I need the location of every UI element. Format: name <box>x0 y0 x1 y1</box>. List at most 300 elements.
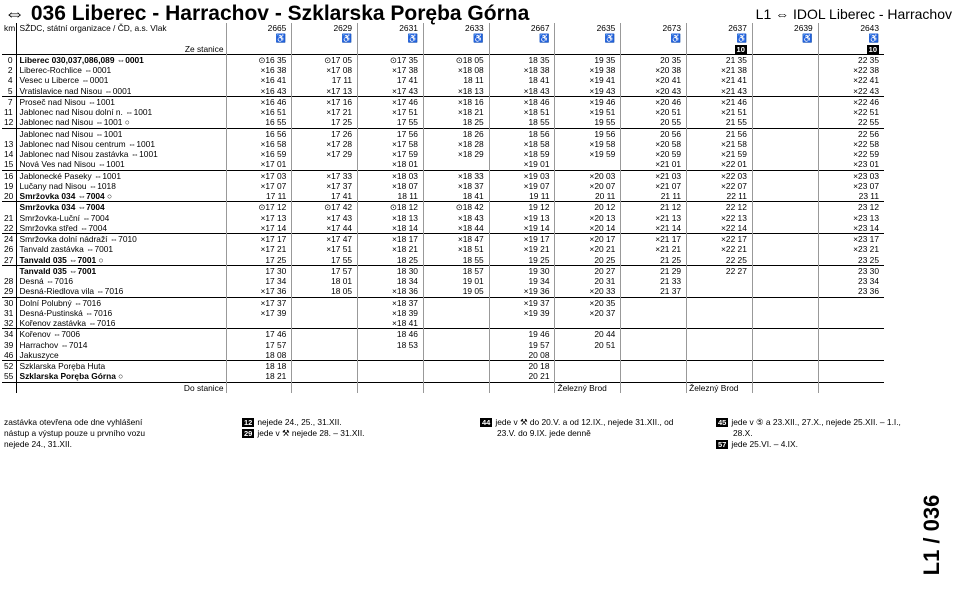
time-cell <box>621 340 687 350</box>
time-cell: ×19 59 <box>555 149 621 159</box>
time-cell: 17 34 <box>226 276 292 286</box>
time-cell: ×22 14 <box>687 223 753 234</box>
time-cell: ×21 51 <box>687 107 753 117</box>
time-cell: ×18 13 <box>358 213 424 223</box>
km-cell: 30 <box>2 297 16 308</box>
station-row <box>2 213 884 223</box>
time-cell: 17 41 <box>358 75 424 85</box>
time-cell <box>687 350 753 361</box>
footnote-text: jede 25.VI. – 4.IX. <box>731 439 798 449</box>
ze-stanice-row <box>2 44 884 55</box>
km-cell: 20 <box>2 191 16 202</box>
time-cell: ×17 44 <box>292 223 358 234</box>
time-cell: 20 12 <box>555 202 621 213</box>
time-cell: 18 05 <box>292 286 358 297</box>
bike-badge-cell <box>292 44 358 55</box>
time-cell: ×22 07 <box>687 181 753 191</box>
time-cell: ×21 41 <box>687 75 753 85</box>
time-cell: ×17 21 <box>226 244 292 254</box>
wheelchair-icon: ♿ <box>358 33 424 43</box>
time-cell <box>752 149 818 159</box>
time-cell: ×18 16 <box>423 96 489 107</box>
bike-badge-cell <box>358 44 424 55</box>
wheelchair-icon: ♿ <box>621 33 687 43</box>
time-cell: 18 30 <box>358 265 424 276</box>
time-cell: 17 55 <box>292 255 358 266</box>
time-cell: ×22 17 <box>687 234 753 245</box>
time-cell <box>752 318 818 329</box>
time-cell <box>226 318 292 329</box>
station-name: Jablonecké Paseky ⇔1001 <box>16 170 226 181</box>
station-row <box>2 297 884 308</box>
station-row <box>2 318 884 329</box>
station-row <box>2 86 884 97</box>
time-cell: ×18 14 <box>358 223 424 234</box>
km-cell: 52 <box>2 361 16 372</box>
wheelchair-icon: ♿ <box>687 33 753 43</box>
time-cell: ×21 43 <box>687 86 753 97</box>
time-cell <box>752 371 818 382</box>
station-row <box>2 286 884 297</box>
station-name: Vesec u Liberce ⇔0001 <box>19 75 109 86</box>
station-name: Szklarska Poręba Górna ○ <box>19 371 124 382</box>
time-cell: 18 35 <box>489 54 555 65</box>
footnote-text: jede v ⑤ a 23.XII., 27.X., nejede 25.XII. – 1.I., <box>731 417 901 427</box>
km-cell: 34 <box>2 329 16 340</box>
time-cell: ×17 07 <box>226 181 292 191</box>
line-info: L1 ⇔ IDOL Liberec - Harrachov <box>755 6 952 22</box>
time-cell <box>752 159 818 170</box>
time-cell: ×18 21 <box>423 107 489 117</box>
time-cell <box>752 350 818 361</box>
time-cell: ×17 38 <box>358 65 424 75</box>
time-cell: 17 46 <box>226 329 292 340</box>
bike-badge: 10 <box>736 44 745 54</box>
km-cell: 21 <box>2 213 16 223</box>
time-cell: ×17 33 <box>292 170 358 181</box>
time-cell: 21 11 <box>621 191 687 202</box>
time-cell <box>752 223 818 234</box>
time-cell: ×18 41 <box>358 318 424 329</box>
destination-cell <box>226 382 292 393</box>
bike-badge-cell <box>555 44 621 55</box>
time-cell: ×20 17 <box>555 234 621 245</box>
time-cell <box>423 159 489 170</box>
time-cell: ×21 07 <box>621 181 687 191</box>
time-cell: ×17 37 <box>226 297 292 308</box>
time-cell: 20 56 <box>621 128 687 139</box>
time-cell <box>292 361 358 372</box>
time-cell: ×18 51 <box>423 244 489 254</box>
wheelchair-icon: ♿ <box>818 33 884 43</box>
time-cell: 18 11 <box>423 75 489 85</box>
time-cell: ×22 38 <box>818 65 884 75</box>
time-cell: ×17 13 <box>226 213 292 223</box>
time-cell: ×16 41 <box>226 75 292 85</box>
km-cell: 26 <box>2 244 16 254</box>
footnote-badge: 44 <box>482 418 491 427</box>
time-cell: 17 26 <box>292 128 358 139</box>
footnote-line: zastávka otevřena ode dne vyhlášení <box>4 417 143 427</box>
time-cell <box>423 371 489 382</box>
bike-badge-cell <box>818 44 884 55</box>
km-cell: 0 <box>2 54 16 65</box>
time-cell <box>752 361 818 372</box>
time-cell: ×20 46 <box>621 96 687 107</box>
time-cell: ×18 21 <box>358 244 424 254</box>
time-cell <box>423 350 489 361</box>
time-cell: 17 55 <box>358 117 424 128</box>
time-cell <box>489 318 555 329</box>
wheelchair-icon: ♿ <box>292 33 358 43</box>
time-cell <box>752 181 818 191</box>
station-name: Vratislavice nad Nisou ⇔0001 <box>19 85 132 96</box>
time-cell: ×19 46 <box>555 96 621 107</box>
wheelchair-icon: ♿ <box>752 33 818 43</box>
time-cell: ×18 51 <box>489 107 555 117</box>
time-cell: 17 11 <box>226 191 292 202</box>
station-name: Kořenov zastávka ⇔7016 <box>19 318 116 328</box>
km-label: km <box>4 23 16 33</box>
time-cell: 17 57 <box>292 265 358 276</box>
time-cell <box>555 318 621 329</box>
train-number: 2667 <box>489 23 555 33</box>
time-cell: ×20 41 <box>621 75 687 85</box>
time-cell <box>752 65 818 75</box>
station-row <box>2 255 884 266</box>
time-cell: ×17 21 <box>292 107 358 117</box>
time-cell: ×18 29 <box>423 149 489 159</box>
km-cell: 14 <box>2 149 16 159</box>
footnote-badge: 45 <box>718 418 727 427</box>
time-cell: ×20 33 <box>555 286 621 297</box>
train-number: 2665 <box>226 23 292 33</box>
km-cell <box>2 44 16 55</box>
time-cell: 17 57 <box>226 340 292 350</box>
time-cell: ⊙18 05 <box>423 54 489 65</box>
km-cell: 19 <box>2 181 16 191</box>
time-cell: 18 53 <box>358 340 424 350</box>
time-cell: 18 21 <box>226 371 292 382</box>
time-cell: 18 46 <box>358 329 424 340</box>
time-cell: ×18 37 <box>423 181 489 191</box>
time-cell: 17 41 <box>292 191 358 202</box>
station-row <box>2 96 884 107</box>
footnotes-mid <box>242 417 365 439</box>
footnote-line <box>480 417 673 428</box>
wheelchair-icon: ♿ <box>555 33 621 43</box>
time-cell <box>818 297 884 308</box>
time-cell <box>752 202 818 213</box>
time-cell <box>752 297 818 308</box>
time-cell: ×21 14 <box>621 223 687 234</box>
footnote-badge: 57 <box>718 440 727 449</box>
time-cell: ×23 13 <box>818 213 884 223</box>
time-cell: 20 31 <box>555 276 621 286</box>
destination-cell: Železný Brod <box>687 382 753 393</box>
time-cell <box>818 361 884 372</box>
station-row <box>2 329 884 340</box>
train-number: 2633 <box>423 23 489 33</box>
time-cell: ×18 03 <box>358 170 424 181</box>
station-cell <box>16 33 226 43</box>
time-cell: 18 34 <box>358 276 424 286</box>
time-cell: ×21 21 <box>621 244 687 254</box>
footnote-line: nástup a výstup pouze u prvního vozu <box>4 428 146 438</box>
km-cell: 15 <box>2 159 16 170</box>
time-cell: ×18 39 <box>358 308 424 318</box>
km-cell: 39 <box>2 340 16 350</box>
time-cell: 22 55 <box>818 117 884 128</box>
destination-cell <box>621 382 687 393</box>
footnote-line <box>716 428 901 439</box>
destination-cell: Železný Brod <box>555 382 621 393</box>
destination-cell <box>818 382 884 393</box>
time-cell: ×19 41 <box>555 75 621 85</box>
footnote-text: jede v ⚒ nejede 28. – 31.XII. <box>257 428 365 438</box>
time-cell: ×17 13 <box>292 86 358 97</box>
time-cell: ×20 59 <box>621 149 687 159</box>
station-name: Smržovka dolní nádraží ⇔7010 <box>16 234 226 245</box>
station-name: Desná ⇔7016 <box>19 276 74 286</box>
train-number: 2631 <box>358 23 424 33</box>
time-cell: ×20 58 <box>621 139 687 149</box>
time-cell: ⊙17 35 <box>358 54 424 65</box>
time-cell: ×21 17 <box>621 234 687 245</box>
time-cell <box>818 371 884 382</box>
time-cell: ×16 59 <box>226 149 292 159</box>
time-cell <box>621 361 687 372</box>
time-cell: ×19 13 <box>489 213 555 223</box>
km-cell: 2 <box>2 65 16 75</box>
time-cell: 18 55 <box>489 117 555 128</box>
time-cell: 20 35 <box>621 54 687 65</box>
time-cell <box>621 329 687 340</box>
km-cell: 29 <box>2 286 16 297</box>
time-cell: ×23 17 <box>818 234 884 245</box>
km-cell: 55 <box>2 371 16 382</box>
time-cell: 18 57 <box>423 265 489 276</box>
time-cell: ×18 47 <box>423 234 489 245</box>
time-cell: ×18 43 <box>423 213 489 223</box>
time-cell: 23 34 <box>818 276 884 286</box>
timetable <box>2 23 884 393</box>
time-cell: ×22 58 <box>818 139 884 149</box>
time-cell: ×20 13 <box>555 213 621 223</box>
time-cell: 21 29 <box>621 265 687 276</box>
footnote-badge: 12 <box>244 418 253 427</box>
time-cell <box>687 276 753 286</box>
time-cell: 19 05 <box>423 286 489 297</box>
time-cell <box>752 286 818 297</box>
bike-badge-cell <box>226 44 292 55</box>
km-cell <box>2 202 16 213</box>
time-cell: 19 11 <box>489 191 555 202</box>
bike-badge-cell <box>423 44 489 55</box>
time-cell <box>423 308 489 318</box>
time-cell: ×21 46 <box>687 96 753 107</box>
km-cell <box>2 128 16 139</box>
time-cell: ×17 14 <box>226 223 292 234</box>
km-cell: 7 <box>2 96 16 107</box>
station-row <box>2 340 884 350</box>
time-cell <box>687 286 753 297</box>
time-cell: 23 11 <box>818 191 884 202</box>
time-cell <box>358 350 424 361</box>
km-cell: 31 <box>2 308 16 318</box>
time-cell: 18 18 <box>226 361 292 372</box>
destination-cell <box>489 382 555 393</box>
time-cell: ×16 46 <box>226 96 292 107</box>
station-name: Smržovka 034 ⇔7004 ○ <box>19 191 113 201</box>
footnote-text: 23.V. do 9.IX. jede denně <box>497 428 591 438</box>
time-cell: ×23 01 <box>818 159 884 170</box>
footnote-text: jede v ⚒ do 20.V. a od 12.IX., nejede 31.XII., od <box>495 417 674 427</box>
time-cell: 19 56 <box>555 128 621 139</box>
footnote-line <box>480 428 673 439</box>
footnote-line <box>242 417 365 428</box>
footnote-badge: 29 <box>244 429 253 438</box>
time-cell: ×17 29 <box>292 149 358 159</box>
station-row <box>2 361 884 372</box>
train-number: 2639 <box>752 23 818 33</box>
time-cell: ×19 01 <box>489 159 555 170</box>
time-cell: 20 11 <box>555 191 621 202</box>
station-name: Smržovka-Luční ⇔7004 <box>19 212 110 223</box>
time-cell: 18 56 <box>489 128 555 139</box>
time-cell: 21 25 <box>621 255 687 266</box>
time-cell: ×18 58 <box>489 139 555 149</box>
time-cell <box>752 128 818 139</box>
time-cell: 17 25 <box>292 117 358 128</box>
station-name: Tanvald 035 ⇔7001 <box>16 265 226 276</box>
time-cell: ×16 43 <box>226 86 292 97</box>
time-cell: ×20 03 <box>555 170 621 181</box>
destination-cell <box>292 382 358 393</box>
time-cell: ×18 59 <box>489 149 555 159</box>
time-cell: ×22 21 <box>687 244 753 254</box>
time-cell: 23 25 <box>818 255 884 266</box>
time-cell: 19 34 <box>489 276 555 286</box>
time-cell: ×19 17 <box>489 234 555 245</box>
time-cell: ×17 51 <box>358 107 424 117</box>
time-cell: 19 35 <box>555 54 621 65</box>
time-cell <box>818 308 884 318</box>
station-row <box>2 276 884 286</box>
time-cell: ×21 01 <box>621 159 687 170</box>
footnotes-right2 <box>716 417 901 450</box>
time-cell <box>752 213 818 223</box>
time-cell <box>687 340 753 350</box>
time-cell <box>752 191 818 202</box>
station-row <box>2 139 884 149</box>
time-cell: ×19 43 <box>555 86 621 97</box>
time-cell: ×20 35 <box>555 297 621 308</box>
station-name: Jablonec nad Nisou zastávka ⇔1001 <box>19 149 158 159</box>
time-cell: ×19 37 <box>489 297 555 308</box>
time-cell: ⊙17 42 <box>292 202 358 213</box>
time-cell: 21 35 <box>687 54 753 65</box>
time-cell: ×19 14 <box>489 223 555 234</box>
wheelchair-row <box>2 33 884 43</box>
time-cell <box>555 361 621 372</box>
station-name: Proseč nad Nisou ⇔1001 <box>16 96 226 107</box>
time-cell: 22 25 <box>687 255 753 266</box>
time-cell: 18 26 <box>423 128 489 139</box>
station-name: Jablonec nad Nisou ⇔1001 <box>16 128 226 139</box>
time-cell: ×20 07 <box>555 181 621 191</box>
km-cell: 5 <box>2 86 16 97</box>
time-cell: ×18 13 <box>423 86 489 97</box>
time-cell: ×23 21 <box>818 244 884 254</box>
time-cell: ×22 46 <box>818 96 884 107</box>
time-cell <box>555 159 621 170</box>
km-cell: 32 <box>2 318 16 329</box>
time-cell <box>292 308 358 318</box>
station-name: Tanvald zastávka ⇔7001 <box>19 244 114 255</box>
time-cell: 18 08 <box>226 350 292 361</box>
time-cell: ×17 47 <box>292 234 358 245</box>
time-cell: ×23 14 <box>818 223 884 234</box>
time-cell <box>752 170 818 181</box>
station-name: Jakuszyce <box>19 349 59 360</box>
time-cell <box>687 371 753 382</box>
do-stanice-row <box>2 382 884 393</box>
header-row <box>2 23 884 33</box>
time-cell <box>752 276 818 286</box>
station-name: Lučany nad Nisou ⇔1018 <box>19 180 116 191</box>
station-row <box>2 371 884 382</box>
time-cell: ×23 07 <box>818 181 884 191</box>
time-cell: ×17 08 <box>292 65 358 75</box>
time-cell: ×19 39 <box>489 308 555 318</box>
time-cell <box>423 340 489 350</box>
time-cell: ×21 59 <box>687 149 753 159</box>
time-cell: 17 11 <box>292 75 358 85</box>
time-cell <box>292 297 358 308</box>
time-cell: ×18 46 <box>489 96 555 107</box>
bike-badge-cell <box>687 44 753 55</box>
time-cell <box>292 340 358 350</box>
time-cell <box>292 329 358 340</box>
time-cell: ⊙17 12 <box>226 202 292 213</box>
bike-badge-cell <box>621 44 687 55</box>
time-cell: ×18 28 <box>423 139 489 149</box>
time-cell: 22 27 <box>687 265 753 276</box>
time-cell <box>752 75 818 85</box>
time-cell: ×20 21 <box>555 244 621 254</box>
time-cell <box>621 350 687 361</box>
km-cell: 46 <box>2 350 16 361</box>
time-cell: ×17 58 <box>358 139 424 149</box>
time-cell <box>687 329 753 340</box>
destination-cell <box>423 382 489 393</box>
station-row <box>2 54 884 65</box>
station-name: Jablonec nad Nisou ⇔1001 ○ <box>19 117 130 128</box>
time-cell: ⊙18 12 <box>358 202 424 213</box>
time-cell: ×22 01 <box>687 159 753 170</box>
time-cell: 21 56 <box>687 128 753 139</box>
time-cell <box>292 350 358 361</box>
time-cell: ×22 03 <box>687 170 753 181</box>
side-label: L1 / 036 <box>919 494 944 576</box>
time-cell: ×17 28 <box>292 139 358 149</box>
time-cell: 17 56 <box>358 128 424 139</box>
time-cell: ×17 17 <box>226 234 292 245</box>
time-cell: ×18 44 <box>423 223 489 234</box>
time-cell: ×21 13 <box>621 213 687 223</box>
footnote-line: nejede 24., 31.XII. <box>4 439 72 449</box>
